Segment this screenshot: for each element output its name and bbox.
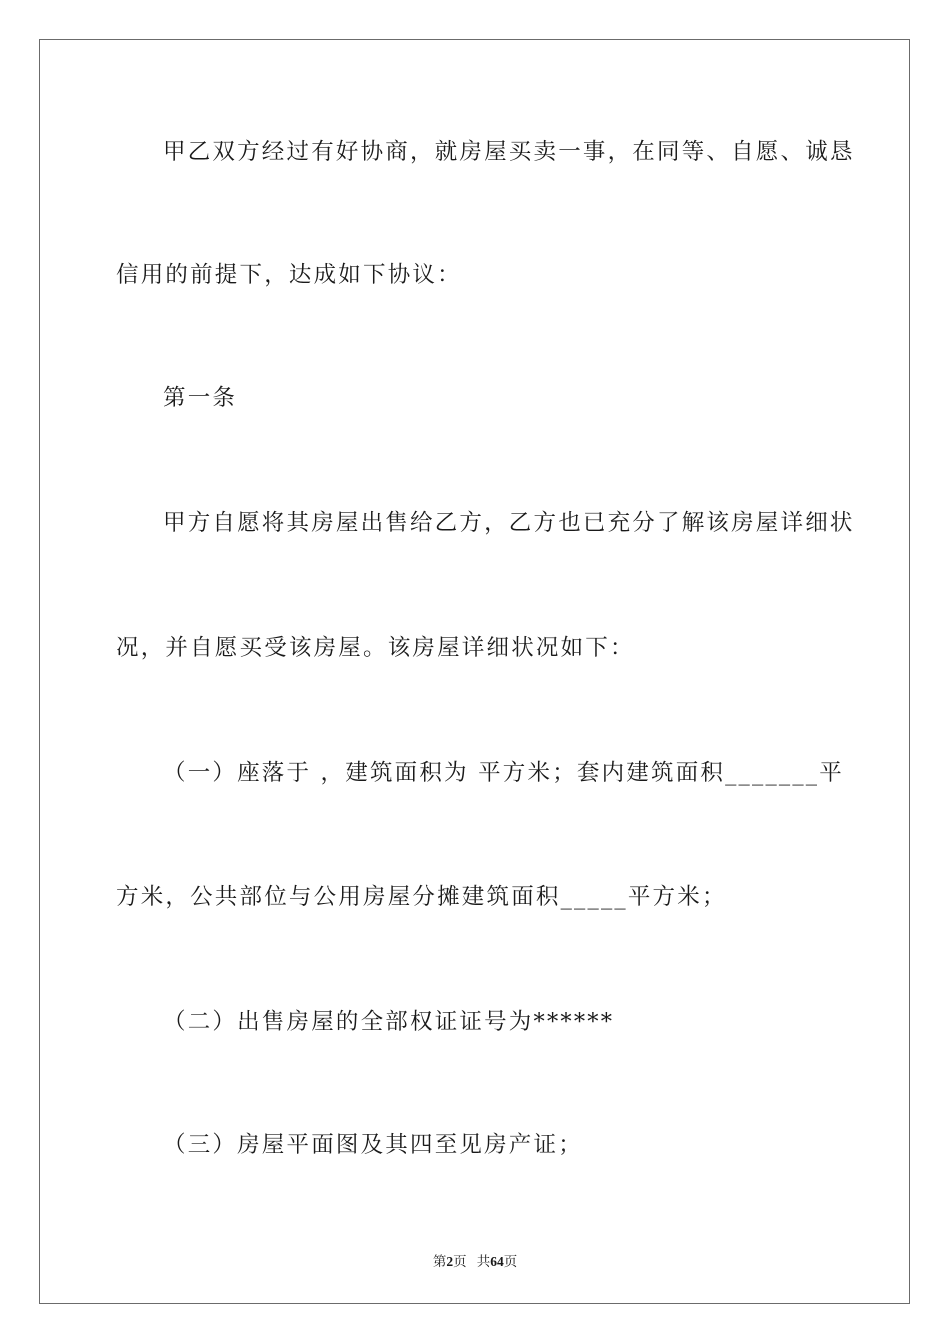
paragraph-line: 方米，公共部位与公用房屋分摊建筑面积_____平方米； — [116, 884, 727, 910]
paragraph-line: 况，并自愿买受该房屋。该房屋详细状况如下： — [116, 635, 635, 661]
total-suffix: 页 — [503, 1254, 518, 1269]
paragraph-line: （一）座落于 ，建筑面积为 平方米；套内建筑面积_______平 — [163, 760, 844, 786]
paragraph-line: （二）出售房屋的全部权证证号为****** — [163, 1009, 615, 1035]
page-suffix: 页 — [453, 1254, 467, 1269]
paragraph-line: 甲方自愿将其房屋出售给乙方，乙方也已充分了解该房屋详细状 — [163, 510, 855, 536]
page-total: 64 — [490, 1254, 504, 1269]
paragraph-line: 信用的前提下，达成如下协议： — [116, 262, 462, 288]
paragraph-line: （三）房屋平面图及其四至见房产证； — [163, 1132, 583, 1158]
page-footer — [0, 1250, 950, 1270]
page-prefix: 第 — [432, 1254, 447, 1269]
article-heading: 第一条 — [163, 385, 238, 411]
total-prefix: 共 — [476, 1254, 491, 1269]
paragraph-line: 甲乙双方经过有好协商，就房屋买卖一事，在同等、自愿、诚恳 — [163, 139, 855, 165]
page-frame — [39, 39, 910, 1304]
page-current: 2 — [446, 1254, 454, 1269]
